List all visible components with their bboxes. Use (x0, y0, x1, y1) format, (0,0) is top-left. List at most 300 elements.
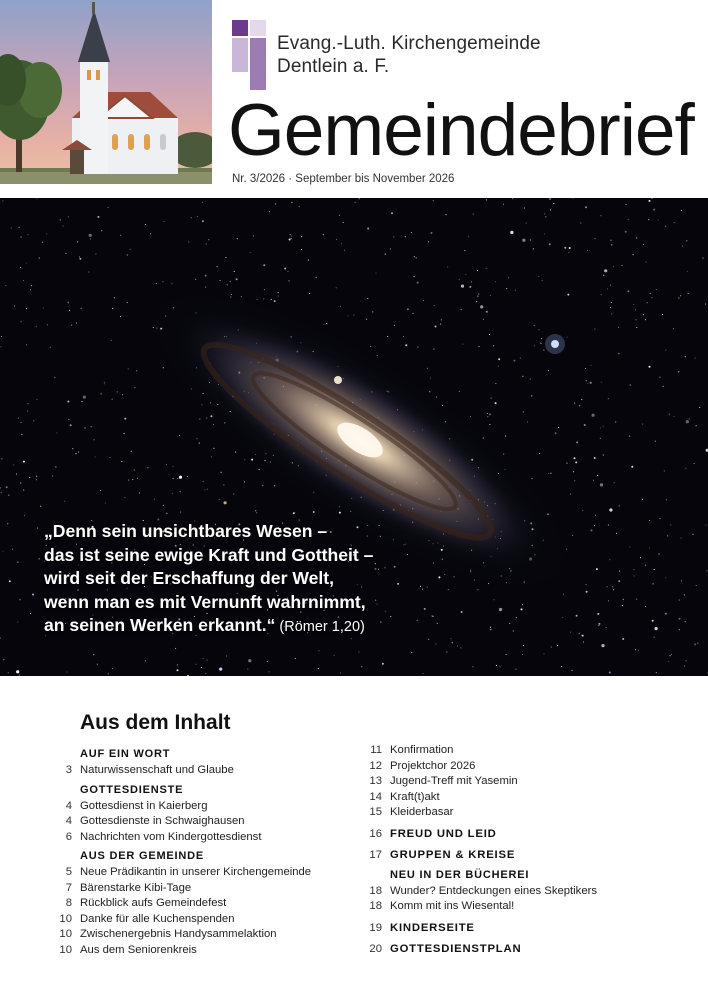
star (655, 441, 656, 442)
parish-logo (232, 20, 268, 90)
star (191, 217, 192, 218)
toc-page-number: 16 (369, 827, 382, 840)
star (236, 278, 238, 280)
star (489, 334, 490, 335)
star (576, 615, 578, 617)
star (31, 285, 32, 286)
star (669, 414, 670, 415)
toc-entry-title: Kleiderbasar (390, 806, 454, 818)
star (616, 533, 617, 534)
star (480, 305, 483, 308)
star (522, 376, 523, 377)
star (417, 282, 419, 284)
star (622, 605, 623, 606)
star (545, 216, 546, 217)
star (606, 627, 607, 628)
star (217, 266, 218, 267)
star (124, 433, 125, 434)
star (197, 216, 198, 217)
star (619, 505, 620, 506)
star (367, 228, 369, 230)
star (516, 617, 517, 618)
star (355, 202, 356, 203)
star (489, 413, 491, 415)
star (679, 618, 681, 620)
star (8, 672, 9, 673)
star (515, 290, 516, 291)
star (618, 327, 619, 328)
star (177, 664, 178, 665)
star (387, 336, 388, 337)
star (656, 289, 657, 290)
star (339, 215, 340, 216)
star (615, 421, 616, 422)
star (459, 391, 460, 392)
star (56, 432, 57, 433)
star (470, 416, 471, 417)
star (290, 234, 291, 235)
star (564, 247, 566, 249)
star (686, 240, 687, 241)
star (689, 418, 690, 419)
star (682, 246, 683, 247)
star (460, 647, 461, 648)
star (79, 258, 81, 260)
star (611, 302, 612, 303)
star (64, 501, 65, 502)
star (423, 673, 424, 674)
star (187, 476, 188, 477)
star (610, 307, 611, 308)
star (468, 236, 469, 237)
star (461, 285, 464, 288)
star (26, 262, 27, 263)
star (411, 652, 412, 653)
star (604, 269, 607, 272)
star (498, 358, 500, 360)
star (645, 565, 646, 566)
star (234, 271, 235, 272)
star (67, 302, 69, 304)
star (674, 222, 675, 223)
star (9, 580, 11, 582)
star (361, 666, 362, 667)
star (14, 305, 15, 306)
star (522, 239, 525, 242)
star (685, 356, 686, 357)
toc-entry-title: KINDERSEITE (390, 921, 475, 934)
star (681, 580, 682, 581)
star (570, 494, 571, 495)
contents-left-column (52, 743, 372, 958)
star (131, 451, 132, 452)
star (603, 454, 604, 455)
star (427, 368, 428, 369)
star (471, 281, 472, 282)
star (483, 319, 484, 320)
star (17, 621, 18, 622)
star (629, 546, 630, 547)
star (407, 308, 409, 310)
star (684, 594, 685, 595)
star (278, 292, 279, 293)
star (618, 580, 620, 582)
star (609, 672, 611, 674)
star (592, 414, 595, 417)
toc-entry-title: Zwischenergebnis Handysammelaktion (80, 928, 277, 940)
star (75, 453, 76, 454)
galaxy-photo (0, 198, 708, 676)
star (269, 211, 270, 212)
star (71, 325, 72, 326)
star (585, 368, 586, 369)
star (696, 425, 697, 426)
toc-entry-title: Kraft(t)akt (390, 790, 440, 803)
star (549, 198, 551, 200)
star (301, 249, 302, 250)
star (179, 476, 182, 479)
star (612, 586, 613, 587)
star (440, 324, 441, 325)
star (114, 297, 115, 298)
toc-entry (362, 827, 692, 843)
star (23, 461, 25, 463)
star (695, 358, 696, 359)
toc-page-number: 10 (59, 912, 72, 925)
toc-page-number: 3 (65, 764, 72, 776)
star (293, 512, 295, 514)
star (635, 309, 636, 310)
toc-page-number: 14 (369, 790, 382, 803)
star (227, 284, 228, 285)
star (512, 198, 513, 199)
toc-entry (52, 896, 372, 912)
star (278, 296, 279, 297)
star (223, 484, 224, 485)
star (127, 302, 128, 303)
star (506, 654, 507, 655)
star (533, 248, 534, 249)
star (414, 256, 415, 257)
star (498, 366, 499, 367)
star (622, 638, 624, 640)
toc-entry (52, 763, 372, 779)
star (20, 482, 21, 483)
star (336, 287, 337, 288)
star (255, 510, 256, 511)
star (574, 480, 575, 481)
star (93, 439, 94, 440)
toc-entry (362, 884, 692, 900)
star (493, 345, 494, 346)
star (111, 340, 112, 341)
star (318, 668, 319, 669)
star (579, 405, 580, 406)
star (29, 477, 30, 478)
star (607, 586, 608, 587)
star (613, 266, 614, 267)
star (101, 393, 102, 394)
star (177, 478, 178, 479)
star (67, 401, 69, 403)
star (574, 403, 575, 404)
star (166, 513, 167, 514)
star (90, 238, 91, 239)
star (619, 571, 620, 572)
star (121, 461, 122, 462)
star (156, 283, 157, 284)
star (162, 281, 163, 282)
star (642, 424, 643, 425)
star (594, 525, 595, 526)
toc-entry (362, 848, 692, 864)
star (150, 233, 151, 234)
toc-entry (362, 942, 692, 958)
star (464, 250, 465, 251)
toc-section-heading: NEU IN DER BÜCHEREI (390, 868, 530, 881)
star (477, 295, 479, 297)
star (0, 346, 1, 347)
star (19, 675, 20, 676)
star (199, 443, 200, 444)
star (416, 257, 417, 258)
star (195, 279, 196, 280)
star (688, 293, 689, 294)
star (199, 419, 200, 420)
star (469, 286, 471, 288)
star (684, 665, 685, 666)
star (112, 308, 113, 309)
star (288, 280, 289, 281)
star (587, 250, 588, 251)
star (496, 665, 497, 666)
star (597, 475, 598, 476)
star (633, 569, 634, 570)
toc-entry (362, 759, 692, 775)
star (670, 524, 671, 525)
star (686, 660, 687, 661)
star (8, 495, 9, 496)
star (391, 212, 393, 214)
toc-entry-title: Rückblick aufs Gemeindefest (80, 897, 227, 909)
star (487, 413, 488, 414)
star (640, 557, 641, 558)
star (202, 220, 204, 222)
star (275, 203, 276, 204)
star (671, 654, 672, 655)
star (562, 617, 563, 618)
star (591, 529, 593, 531)
star (233, 494, 234, 495)
star (180, 512, 181, 513)
star (697, 643, 698, 644)
star (78, 452, 79, 453)
star (673, 416, 674, 417)
star (513, 360, 515, 362)
star (81, 401, 82, 402)
star (287, 271, 288, 272)
star (359, 198, 360, 199)
star (291, 202, 292, 203)
star (461, 309, 462, 310)
star (634, 575, 635, 576)
star (196, 438, 197, 439)
star (27, 234, 28, 235)
star (648, 219, 649, 220)
bible-quote (44, 520, 444, 640)
star (642, 499, 643, 500)
star (663, 386, 664, 387)
star (614, 482, 615, 483)
star (431, 232, 433, 234)
star (638, 650, 639, 651)
quote-line: wenn man es mit Vernunft wahrnimmt, (44, 591, 366, 612)
star (636, 327, 637, 328)
star (608, 398, 609, 399)
star (326, 323, 327, 324)
toc-page-number: 18 (369, 900, 382, 912)
star (417, 346, 418, 347)
star (405, 236, 406, 237)
star (543, 653, 544, 654)
star (636, 319, 637, 320)
star (225, 257, 226, 258)
star (291, 235, 292, 236)
toc-entry-title: Konfirmation (390, 744, 454, 756)
star (40, 506, 41, 507)
toc-entry-title: Gottesdienste in Schwaighausen (80, 815, 245, 827)
star (627, 290, 629, 292)
star (127, 254, 128, 255)
star (645, 319, 646, 320)
star (367, 298, 368, 299)
star (205, 673, 206, 674)
star (621, 265, 622, 266)
star (3, 659, 4, 660)
star (583, 642, 584, 643)
star (653, 209, 655, 211)
star (609, 508, 612, 511)
star (341, 243, 342, 244)
star (295, 658, 296, 659)
toc-page-number: 15 (369, 806, 382, 818)
star (665, 350, 666, 351)
quote-line: das ist seine ewige Kraft und Gottheit – (44, 544, 374, 565)
star (553, 203, 554, 204)
star (696, 585, 697, 586)
star (530, 378, 531, 379)
star (601, 644, 604, 647)
star (250, 252, 251, 253)
star (30, 289, 31, 290)
star (593, 480, 594, 481)
star (219, 499, 220, 500)
star (636, 599, 637, 600)
star (590, 365, 591, 366)
star (264, 289, 265, 290)
star (47, 324, 48, 325)
star (60, 219, 61, 220)
star (308, 260, 309, 261)
star (68, 419, 69, 420)
toc-entry (362, 790, 692, 806)
star (665, 226, 666, 227)
star (643, 314, 644, 315)
star (120, 235, 121, 236)
star (607, 288, 608, 289)
star (655, 627, 658, 630)
star (211, 456, 212, 457)
star (263, 298, 264, 299)
star (582, 635, 584, 637)
star (673, 328, 674, 329)
star (472, 666, 473, 667)
star (382, 663, 384, 665)
star (680, 295, 681, 296)
star (645, 606, 646, 607)
toc-entry (52, 865, 372, 881)
star (412, 313, 413, 314)
star (687, 271, 688, 272)
toc-entry-title: Naturwissenschaft und Glaube (80, 764, 234, 776)
star (626, 204, 627, 205)
star (601, 294, 602, 295)
star (12, 549, 13, 550)
star (36, 326, 37, 327)
star (19, 599, 20, 600)
star (50, 347, 51, 348)
star (706, 570, 707, 571)
toc-entry-title: Jugend-Treff mit Yasemin (390, 775, 518, 787)
star (538, 329, 539, 330)
star (654, 637, 655, 638)
star (542, 280, 543, 281)
star (164, 221, 165, 222)
star (581, 399, 582, 400)
star (33, 420, 34, 421)
star (202, 202, 203, 203)
toc-entry (362, 774, 692, 790)
star (39, 258, 40, 259)
star (27, 403, 28, 404)
star (555, 432, 557, 434)
star (551, 647, 552, 648)
star (269, 671, 270, 672)
star (549, 243, 551, 245)
star (650, 293, 651, 294)
star (13, 464, 14, 465)
star (16, 474, 17, 475)
star (678, 298, 679, 299)
star (274, 300, 276, 302)
star (38, 559, 39, 560)
star (524, 207, 525, 208)
star (267, 661, 268, 662)
star (172, 493, 173, 494)
star (538, 276, 539, 277)
star (36, 399, 37, 400)
star (173, 478, 174, 479)
star (375, 273, 376, 274)
star (301, 236, 302, 237)
star (631, 466, 633, 468)
toc-entry (52, 943, 372, 959)
star (219, 668, 222, 671)
star (203, 658, 204, 659)
star (403, 336, 404, 337)
star (477, 270, 478, 271)
star (543, 350, 544, 351)
